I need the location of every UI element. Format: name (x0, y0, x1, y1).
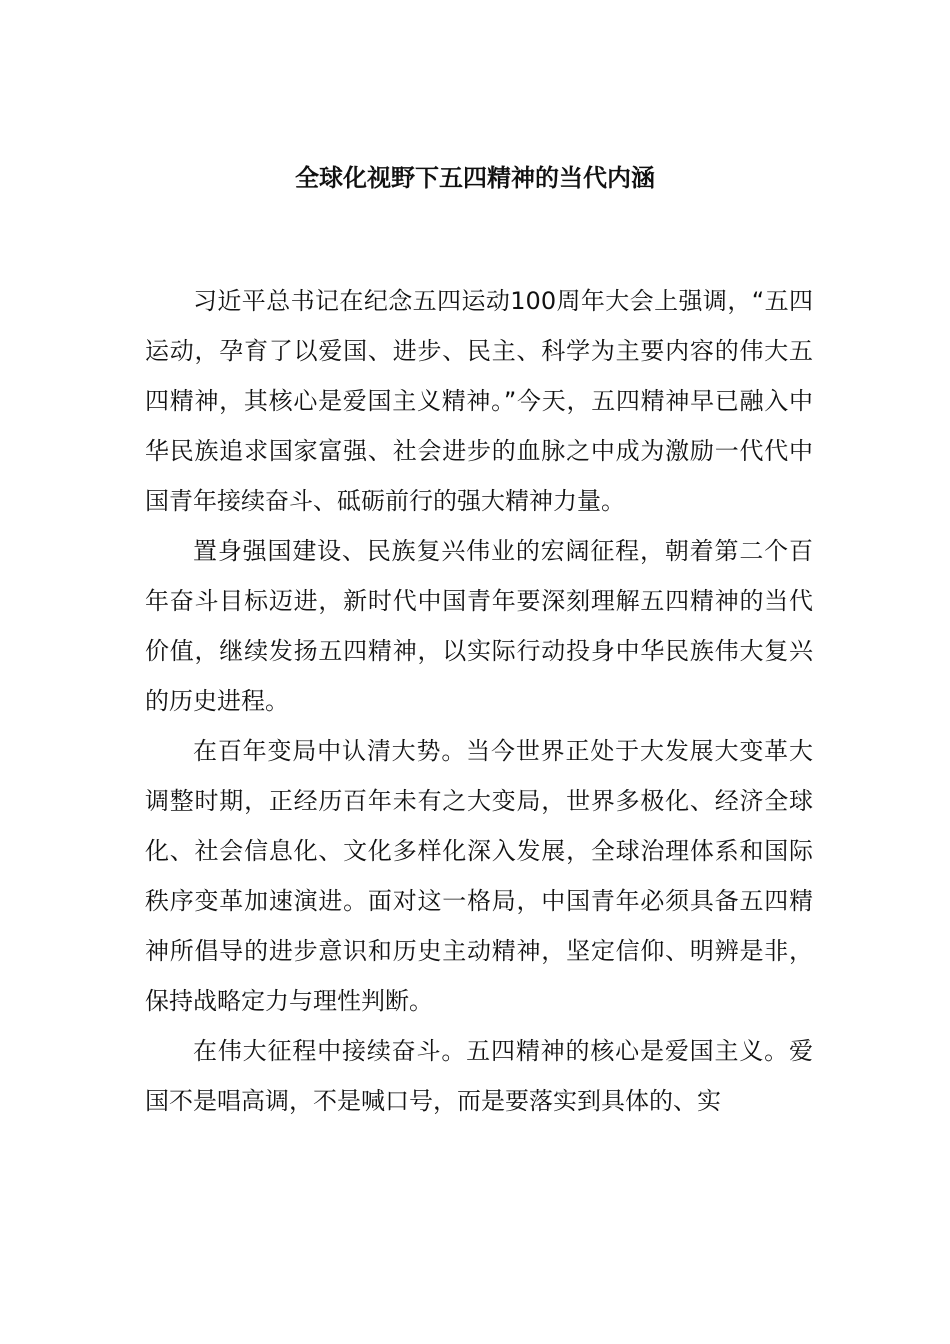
paragraph-4: 在伟大征程中接续奋斗。五四精神的核心是爱国主义。爱国不是唱高调，不是喊口号，而是要落实到具体的、实 (145, 1037, 813, 1115)
paragraph-2: 置身强国建设、民族复兴伟业的宏阔征程，朝着第二个百年奋斗目标迈进，新时代中国青年要深刻理解五四精神的当代价值，继续发扬五四精神，以实际行动投身中华民族伟大复兴的历史进程。 (145, 537, 813, 715)
paragraph-1: 习近平总书记在纪念五四运动100周年大会上强调，“五四运动，孕育了以爱国、进步、民主、科学为主要内容的伟大五四精神，其核心是爱国主义精神。”今天，五四精神早已融入中华民族追求国家富强、社会进步的血脉之中成为激励一代代中国青年接续奋斗、砥砺前行的强大精神力量。 (145, 287, 813, 515)
document-body (145, 276, 813, 1126)
paragraph-3: 在百年变局中认清大势。当今世界正处于大发展大变革大调整时期，正经历百年未有之大变局，世界多极化、经济全球化、社会信息化、文化多样化深入发展，全球治理体系和国际秩序变革加速演进。面对这一格局，中国青年必须具备五四精神所倡导的进步意识和历史主动精神，坚定信仰、明辨是非，保持战略定力与理性判断。 (145, 737, 813, 1015)
document-title: 全球化视野下五四精神的当代内涵 (295, 164, 655, 192)
